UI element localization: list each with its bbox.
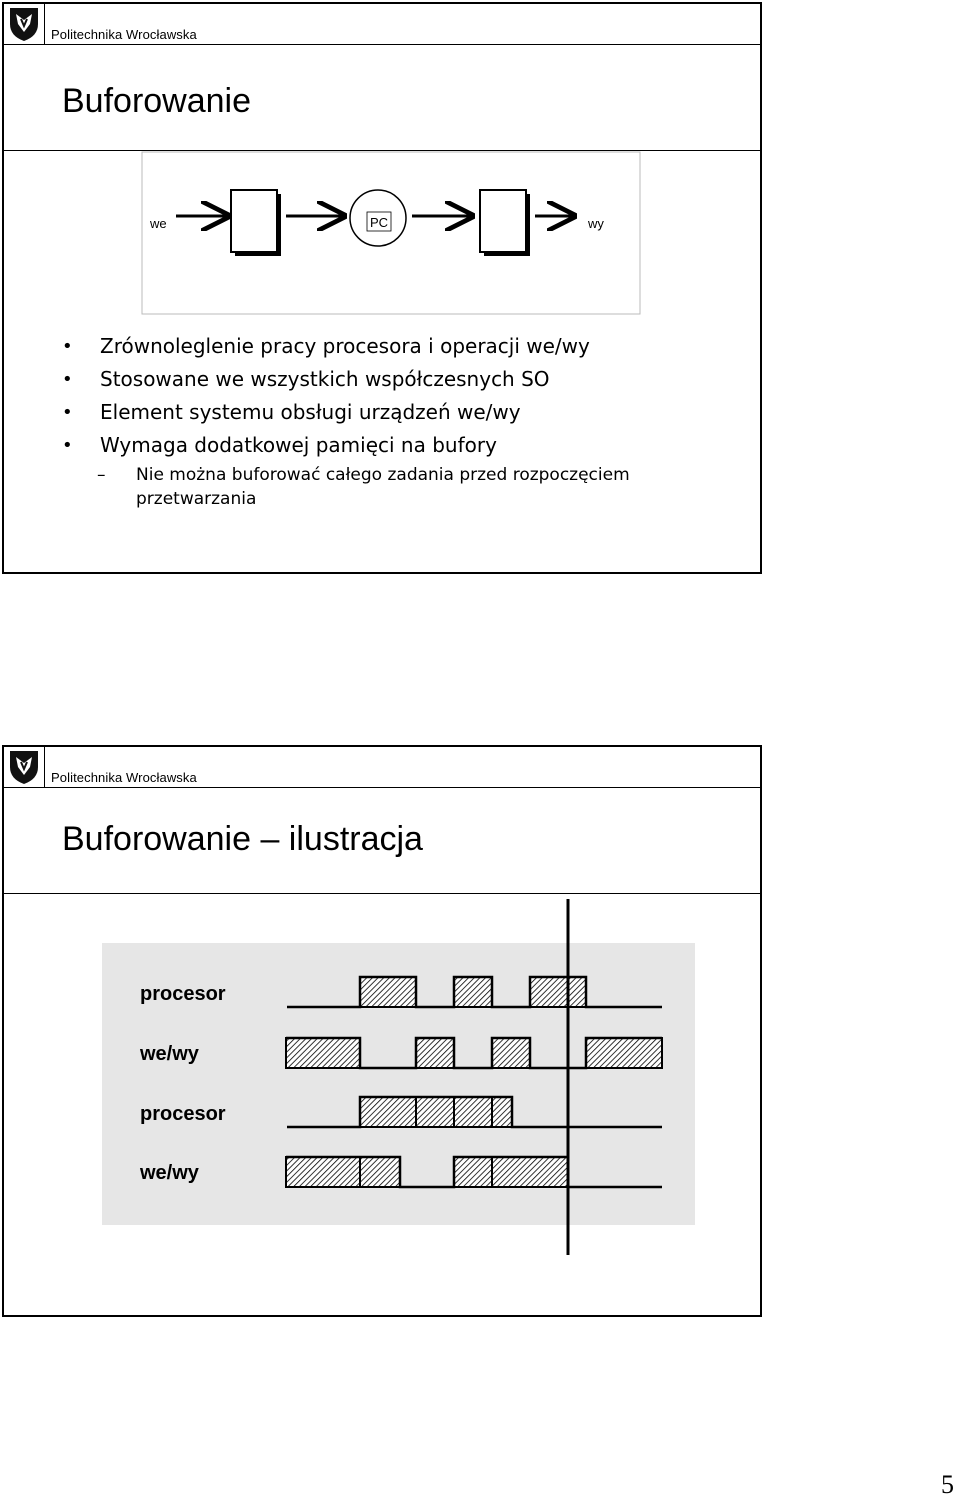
timeline-label-io: we/wy: [140, 1162, 199, 1184]
header-divider: [44, 787, 760, 788]
timeline-diagram: [4, 893, 764, 1313]
timeline-label-processor: procesor: [140, 983, 226, 1005]
input-buffer: [231, 190, 281, 256]
bullet-item: • Zrównoleglenie pracy procesora i operacji we/wy: [62, 330, 742, 363]
slide-title: Buforowanie – ilustracja: [62, 820, 423, 858]
university-logo: [4, 4, 45, 45]
slide-title: Buforowanie: [62, 82, 252, 120]
processor-label: PC: [370, 215, 389, 230]
bullet-list: [62, 330, 742, 462]
sub-bullet: [98, 463, 748, 511]
output-buffer: [480, 190, 530, 256]
university-name: Politechnika Wrocławska: [51, 27, 197, 42]
bullet-item: • Stosowane we wszystkich współczesnych SO: [62, 363, 742, 396]
sub-bullet-dash: –: [97, 465, 106, 485]
buffer-diagram: [4, 150, 764, 320]
header-divider: [44, 44, 760, 45]
output-label: wy: [588, 216, 604, 231]
timeline-label-processor: procesor: [140, 1103, 226, 1125]
university-name: Politechnika Wrocławska: [51, 770, 197, 785]
slide-1: [2, 2, 762, 574]
bullet-item: • Wymaga dodatkowej pamięci na bufory: [62, 429, 742, 462]
page-number: 5: [941, 1470, 954, 1499]
university-logo: [4, 747, 45, 788]
slide-2: [2, 745, 762, 1317]
bullet-item: • Element systemu obsługi urządzeń we/wy: [62, 396, 742, 429]
sub-bullet-text: Nie można buforować całego zadania przed rozpoczęciem przetwarzania: [136, 465, 630, 509]
timeline-label-io: we/wy: [140, 1043, 199, 1065]
input-label: we: [150, 216, 167, 231]
